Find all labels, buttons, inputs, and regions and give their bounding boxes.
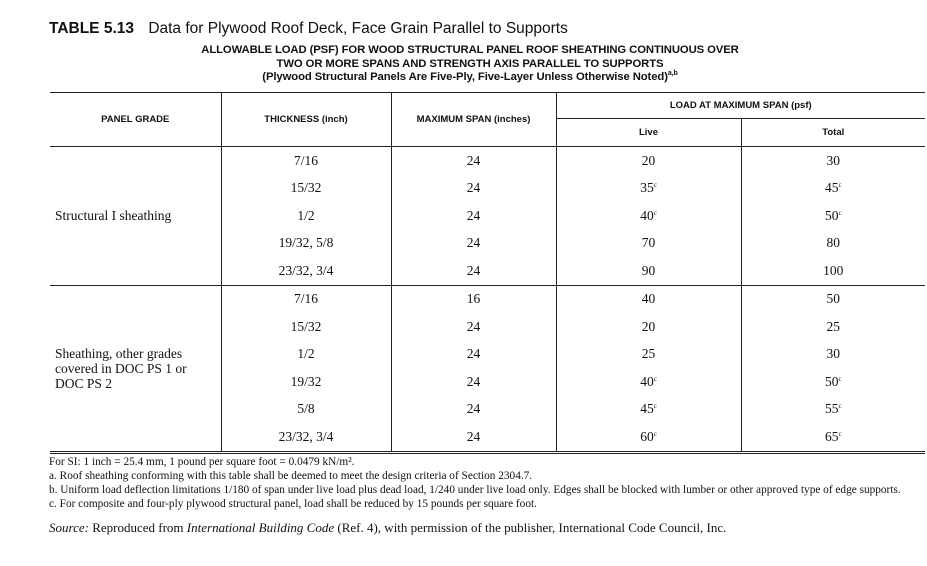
live-cell: [556, 147, 741, 175]
live-cell: [556, 341, 741, 369]
panel-grade: [50, 285, 221, 452]
panel-grade-line: DOC PS 2: [55, 375, 113, 391]
thickness-cell: 15/32: [221, 313, 391, 341]
span-cell: 16: [391, 285, 556, 313]
span-cell: 24: [391, 230, 556, 258]
live-cell: [556, 230, 741, 258]
value: 60: [640, 428, 654, 444]
note-a: a. Roof sheathing conforming with this table shall be deemed to meet the design criteria of Section 2304.7.: [49, 470, 533, 482]
total-cell: [741, 313, 925, 341]
value: 20: [641, 318, 656, 334]
heading-line-3: (Plywood Structural Panels Are Five-Ply, Five-Layer Unless Otherwise Noted)$^{a,b}$: [262, 70, 678, 83]
value: 90: [641, 262, 656, 278]
value: 50: [824, 373, 839, 389]
footnote-ref: c: [838, 402, 842, 411]
live-cell: [556, 285, 741, 313]
footnote-ref: c: [653, 374, 657, 383]
table-row: [50, 147, 925, 175]
footnote-ref: c: [838, 429, 842, 438]
value: 80: [826, 235, 840, 251]
table-body: [50, 147, 925, 453]
value: 25: [641, 346, 656, 362]
live-cell: [556, 423, 741, 452]
thickness-cell: 7/16: [221, 285, 391, 313]
table-caption: [49, 20, 568, 38]
total-cell: [741, 175, 925, 203]
footnote-ref: c: [653, 181, 657, 190]
span-cell: 24: [391, 341, 556, 369]
thickness-cell: 23/32, 3/4: [221, 257, 391, 285]
heading-line-2: TWO OR MORE SPANS AND STRENGTH AXIS PARALLEL TO SUPPORTS: [276, 57, 664, 70]
footnote-ref: c: [838, 374, 842, 383]
thickness-cell: 19/32, 5/8: [221, 230, 391, 258]
live-cell: [556, 257, 741, 285]
col-total: Total: [741, 119, 925, 147]
col-load-group: LOAD AT MAXIMUM SPAN (psf): [556, 93, 925, 119]
value: 35: [640, 180, 654, 196]
data-table: [50, 92, 925, 454]
table-number: TABLE 5.13: [49, 20, 134, 37]
col-thickness: THICKNESS (inch): [221, 93, 391, 147]
thickness-cell: 5/8: [221, 396, 391, 424]
total-cell: [741, 423, 925, 452]
value: 40: [640, 207, 654, 223]
total-cell: [741, 368, 925, 396]
value: 50: [824, 207, 839, 223]
col-panel-grade: PANEL GRADE: [50, 93, 221, 147]
thickness-cell: 23/32, 3/4: [221, 423, 391, 452]
col-max-span: MAXIMUM SPAN (inches): [391, 93, 556, 147]
col-live: Live: [556, 119, 741, 147]
live-cell: [556, 202, 741, 230]
footnote-ref: c: [653, 208, 657, 217]
value: 50: [826, 291, 840, 307]
span-cell: 24: [391, 396, 556, 424]
panel-grade-line: covered in DOC PS 1 or: [55, 360, 187, 376]
total-cell: [741, 230, 925, 258]
span-cell: 24: [391, 202, 556, 230]
thickness-cell: 7/16: [221, 147, 391, 175]
total-cell: [741, 341, 925, 369]
span-cell: 24: [391, 175, 556, 203]
footnote-ref: c: [838, 181, 842, 190]
value: 25: [826, 318, 840, 334]
note-b: b. Uniform load deflection limitations 1/180 of span under live load plus dead load, 1/240 under live load only. Edges shall be blocked with lumber or other approved type of edge supports.: [49, 484, 901, 496]
live-cell: [556, 396, 741, 424]
thickness-cell: 19/32: [221, 368, 391, 396]
total-cell: [741, 147, 925, 175]
total-cell: [741, 202, 925, 230]
span-cell: 24: [391, 423, 556, 452]
value: 30: [826, 152, 840, 168]
value: 70: [641, 235, 656, 251]
value: 20: [641, 152, 656, 168]
span-cell: 24: [391, 257, 556, 285]
source-line: Source: Reproduced from International Building Code (Ref. 4), with permission of the publisher, International Code Council, Inc.: [49, 520, 727, 535]
panel-grade: Structural I sheathing: [50, 147, 221, 286]
footnote-ref: c: [838, 208, 842, 217]
value: 45: [824, 180, 839, 196]
value: 40: [641, 291, 656, 307]
value: 100: [823, 262, 844, 278]
thickness-cell: 1/2: [221, 202, 391, 230]
footnote-ref: c: [653, 402, 657, 411]
value: 40: [640, 373, 654, 389]
note-c: c. For composite and four-ply plywood structural panel, load shall be reduced by 15 pounds per square foot.: [49, 498, 537, 510]
total-cell: [741, 396, 925, 424]
value: 45: [640, 401, 654, 417]
live-cell: [556, 313, 741, 341]
value: 65: [824, 428, 839, 444]
span-cell: 24: [391, 368, 556, 396]
span-cell: 24: [391, 313, 556, 341]
span-cell: 24: [391, 147, 556, 175]
value: 30: [826, 346, 840, 362]
footnote-ref: c: [653, 429, 657, 438]
heading-footnote-ref: a,b: [667, 70, 678, 77]
table-title: Data for Plywood Roof Deck, Face Grain Parallel to Supports: [148, 20, 568, 37]
heading-line-1: ALLOWABLE LOAD (PSF) FOR WOOD STRUCTURAL PANEL ROOF SHEATHING CONTINUOUS OVER: [201, 44, 739, 56]
panel-grade-line: Sheathing, other grades: [55, 345, 183, 361]
value: 55: [824, 401, 839, 417]
table-row: [50, 285, 925, 313]
total-cell: [741, 257, 925, 285]
note-si: For SI: 1 inch = 25.4 mm, 1 pound per square foot = 0.0479 kN/m².: [49, 456, 355, 468]
live-cell: [556, 175, 741, 203]
live-cell: [556, 368, 741, 396]
thickness-cell: 15/32: [221, 175, 391, 203]
table-heading: [150, 44, 790, 85]
thickness-cell: 1/2: [221, 341, 391, 369]
total-cell: [741, 285, 925, 313]
table-notes: [49, 455, 919, 535]
